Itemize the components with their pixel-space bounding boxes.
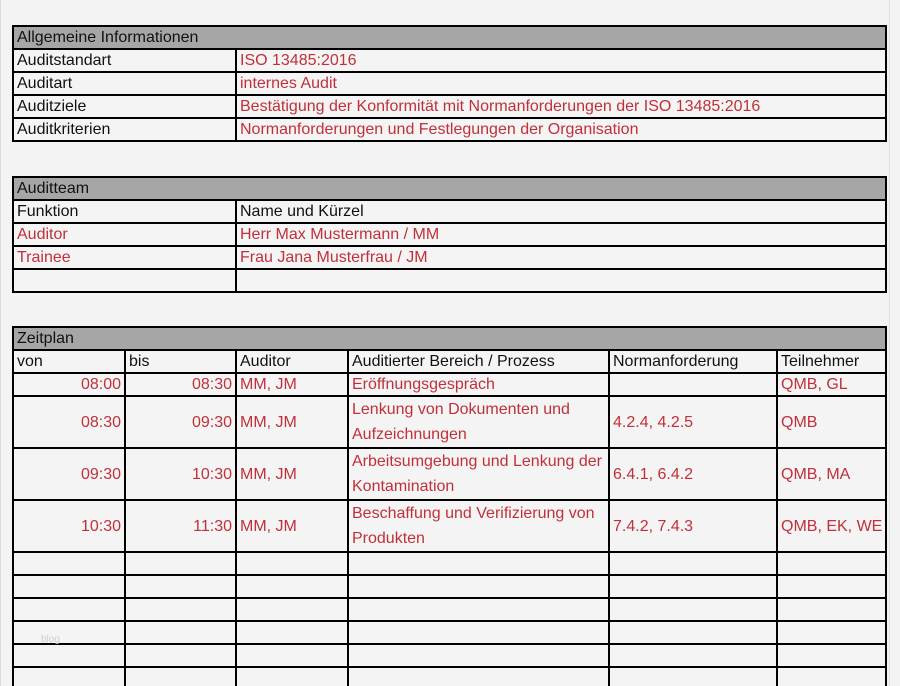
team-row — [13, 246, 886, 269]
empty-cell[interactable] — [777, 621, 886, 644]
empty-cell[interactable] — [236, 575, 348, 598]
empty-cell[interactable] — [777, 644, 886, 667]
schedule-row — [13, 396, 886, 448]
info-value[interactable]: ISO 13485:2016 — [236, 49, 886, 72]
info-label: Auditziele — [13, 95, 236, 118]
empty-cell[interactable] — [609, 552, 777, 575]
schedule-to[interactable]: 09:30 — [125, 396, 236, 448]
team-header-row — [13, 200, 886, 223]
schedule-requirement[interactable] — [609, 373, 777, 396]
schedule-to[interactable]: 11:30 — [125, 500, 236, 552]
general-info-table — [12, 25, 887, 142]
schedule-row — [13, 500, 886, 552]
empty-cell[interactable] — [777, 552, 886, 575]
empty-cell[interactable] — [236, 667, 348, 686]
schedule-area[interactable]: Beschaffung und Verifizierung von Produkten — [348, 500, 609, 552]
schedule-area[interactable]: Eröffnungsgespräch — [348, 373, 609, 396]
schedule-area[interactable]: Arbeitsumgebung und Lenkung der Kontamination — [348, 448, 609, 500]
info-label: Auditkriterien — [13, 118, 236, 141]
schedule-participants[interactable]: QMB, GL — [777, 373, 886, 396]
schedule-row — [13, 373, 886, 396]
empty-cell[interactable] — [348, 667, 609, 686]
schedule-participants[interactable]: QMB, EK, WE — [777, 500, 886, 552]
schedule-from[interactable]: 09:30 — [13, 448, 125, 500]
empty-cell[interactable] — [609, 598, 777, 621]
column-header-to: bis — [125, 350, 236, 373]
info-value[interactable]: internes Audit — [236, 72, 886, 95]
schedule-auditor[interactable]: MM, JM — [236, 373, 348, 396]
empty-cell[interactable] — [348, 621, 609, 644]
empty-cell[interactable] — [348, 575, 609, 598]
empty-cell[interactable] — [236, 552, 348, 575]
schedule-auditor[interactable]: MM, JM — [236, 396, 348, 448]
team-row — [13, 223, 886, 246]
section-title: Allgemeine Informationen — [13, 26, 886, 49]
schedule-requirement[interactable]: 6.4.1, 6.4.2 — [609, 448, 777, 500]
empty-cell[interactable] — [13, 552, 125, 575]
schedule-requirement[interactable]: 7.4.2, 7.4.3 — [609, 500, 777, 552]
info-value[interactable]: Normanforderungen und Festlegungen der Organisation — [236, 118, 886, 141]
schedule-participants[interactable]: QMB — [777, 396, 886, 448]
schedule-row-empty — [13, 644, 886, 667]
schedule-row-empty — [13, 598, 886, 621]
team-name[interactable]: Frau Jana Musterfrau / JM — [236, 246, 886, 269]
column-header-function: Funktion — [13, 200, 236, 223]
empty-cell[interactable] — [13, 598, 125, 621]
schedule-from[interactable]: 08:30 — [13, 396, 125, 448]
schedule-from[interactable]: 08:00 — [13, 373, 125, 396]
column-header-from: von — [13, 350, 125, 373]
team-name[interactable]: Herr Max Mustermann / MM — [236, 223, 886, 246]
empty-cell[interactable] — [777, 575, 886, 598]
schedule-row — [13, 448, 886, 500]
empty-cell[interactable] — [777, 598, 886, 621]
schedule-row-empty — [13, 575, 886, 598]
column-header-name: Name und Kürzel — [236, 200, 886, 223]
empty-cell[interactable] — [13, 667, 125, 686]
empty-cell[interactable] — [348, 644, 609, 667]
info-label: Auditstandart — [13, 49, 236, 72]
info-row-standard — [13, 49, 886, 72]
empty-cell[interactable] — [13, 575, 125, 598]
team-function[interactable]: Auditor — [13, 223, 236, 246]
empty-cell[interactable] — [125, 667, 236, 686]
column-header-participants: Teilnehmer — [777, 350, 886, 373]
info-label: Auditart — [13, 72, 236, 95]
section-header-general-info — [13, 26, 886, 49]
section-title: Zeitplan — [13, 327, 886, 350]
schedule-row-empty — [13, 621, 886, 644]
team-function[interactable]: Trainee — [13, 246, 236, 269]
info-row-goals — [13, 95, 886, 118]
empty-cell[interactable] — [125, 552, 236, 575]
team-function[interactable] — [13, 269, 236, 292]
team-row-empty — [13, 269, 886, 292]
info-row-criteria — [13, 118, 886, 141]
info-row-type — [13, 72, 886, 95]
empty-cell[interactable] — [125, 644, 236, 667]
schedule-auditor[interactable]: MM, JM — [236, 500, 348, 552]
schedule-participants[interactable]: QMB, MA — [777, 448, 886, 500]
section-header-audit-team — [13, 177, 886, 200]
info-value[interactable]: Bestätigung der Konformität mit Normanforderungen der ISO 13485:2016 — [236, 95, 886, 118]
section-header-schedule — [13, 327, 886, 350]
empty-cell[interactable] — [236, 621, 348, 644]
empty-cell[interactable] — [609, 621, 777, 644]
schedule-to[interactable]: 10:30 — [125, 448, 236, 500]
schedule-row-empty — [13, 552, 886, 575]
empty-cell[interactable] — [348, 598, 609, 621]
empty-cell[interactable] — [348, 552, 609, 575]
watermark: blog — [41, 634, 60, 645]
empty-cell[interactable] — [609, 667, 777, 686]
schedule-area[interactable]: Lenkung von Dokumenten und Aufzeichnungen — [348, 396, 609, 448]
schedule-auditor[interactable]: MM, JM — [236, 448, 348, 500]
audit-team-table — [12, 176, 887, 293]
column-header-auditor: Auditor — [236, 350, 348, 373]
empty-cell[interactable] — [13, 644, 125, 667]
empty-cell[interactable] — [125, 575, 236, 598]
schedule-header-row — [13, 350, 886, 373]
schedule-row-empty — [13, 667, 886, 686]
empty-cell[interactable] — [777, 667, 886, 686]
empty-cell[interactable] — [609, 575, 777, 598]
schedule-from[interactable]: 10:30 — [13, 500, 125, 552]
empty-cell[interactable] — [609, 644, 777, 667]
section-title: Auditteam — [13, 177, 886, 200]
column-header-area: Auditierter Bereich / Prozess — [348, 350, 609, 373]
schedule-to[interactable]: 08:30 — [125, 373, 236, 396]
empty-cell[interactable] — [13, 621, 125, 644]
column-header-requirement: Normanforderung — [609, 350, 777, 373]
empty-cell[interactable] — [236, 598, 348, 621]
schedule-requirement[interactable]: 4.2.4, 4.2.5 — [609, 396, 777, 448]
empty-cell[interactable] — [125, 621, 236, 644]
empty-cell[interactable] — [125, 598, 236, 621]
team-name[interactable] — [236, 269, 886, 292]
schedule-table — [12, 326, 887, 686]
empty-cell[interactable] — [236, 644, 348, 667]
